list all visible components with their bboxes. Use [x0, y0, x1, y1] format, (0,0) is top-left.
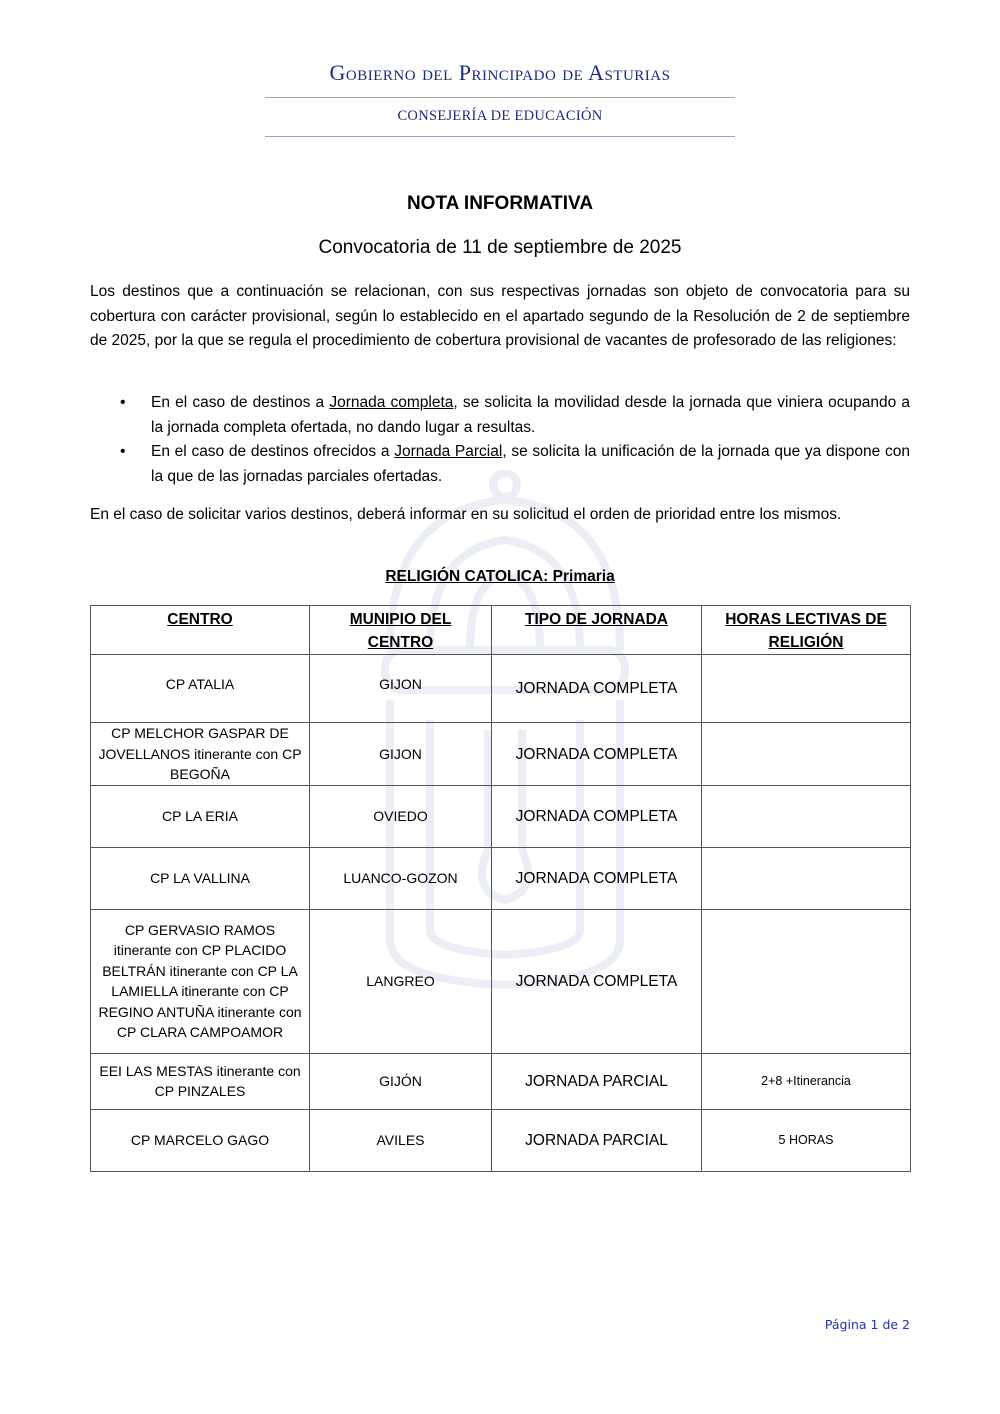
underlined-term: Jornada Parcial — [394, 443, 503, 460]
column-header: MUNIPIO DEL CENTRO — [310, 606, 492, 655]
letterhead-divider — [265, 136, 735, 137]
column-header: TIPO DE JORNADA — [492, 606, 702, 655]
bullet-icon: • — [120, 394, 126, 411]
intro-paragraph: Los destinos que a continuación se relacionan, con sus respectivas jornadas son objeto de convocatoria para su cobertura con carácter provisional, según lo establecido en el apartado segundo de la Resolución de 2 de septiembre de 2025, por la que se regula el procedimiento de cobertura provisional de vacantes de profesorado de las religiones: — [90, 283, 910, 349]
list-item: • En el caso de destinos ofrecidos a Jornada Parcial, se solicita la unificación de la jornada que ya dispone con la que de las jornadas parciales ofertadas. — [90, 440, 910, 489]
tipo-cell: JORNADA COMPLETA — [515, 972, 678, 990]
table-row — [91, 1053, 911, 1109]
centro-cell: CP LA VALLINA — [150, 869, 250, 886]
underlined-term: Jornada completa — [329, 394, 454, 411]
table-row — [91, 909, 911, 1053]
closing-paragraph: En el caso de solicitar varios destinos, deberá informar en su solicitud el orden de prioridad entre los mismos. — [90, 506, 842, 523]
list-item: • En el caso de destinos a Jornada completa, se solicita la movilidad desde la jornada que viniera ocupando a la jornada completa ofertada, no dando lugar a resultas. — [90, 391, 910, 440]
column-header: CENTRO — [91, 606, 310, 655]
tipo-cell: JORNADA COMPLETA — [515, 745, 678, 763]
letterhead-subtitle: CONSEJERÍA DE EDUCACIÓN — [397, 108, 603, 124]
municipio-cell: LANGREO — [366, 972, 435, 989]
table-row — [91, 1109, 911, 1171]
centro-cell: CP GERVASIO RAMOS itinerante con CP PLACIDO BELTRÁN itinerante con CP LA LAMIELLA itinerante con CP REGINO ANTUÑA itinerante con CP CLARA CAMPOAMOR — [98, 921, 302, 1040]
table-row — [91, 847, 911, 909]
table-header-row — [91, 606, 911, 655]
centro-cell: CP MELCHOR GASPAR DE JOVELLANOS itinerante con CP BEGOÑA — [98, 725, 302, 782]
tipo-cell: JORNADA PARCIAL — [525, 1131, 668, 1149]
centro-cell: CP MARCELO GAGO — [130, 1131, 270, 1148]
destinations-table — [90, 605, 911, 1172]
municipio-cell: AVILES — [376, 1131, 425, 1148]
tipo-cell: JORNADA COMPLETA — [515, 680, 678, 698]
conditions-list — [90, 391, 910, 489]
tipo-cell: JORNADA COMPLETA — [515, 869, 678, 887]
letterhead-title: Gobierno del Principado de Asturias — [329, 60, 671, 85]
municipio-cell: OVIEDO — [373, 807, 428, 824]
horas-cell: 2+8 +Itinerancia — [761, 1074, 851, 1089]
letterhead-divider — [265, 97, 735, 98]
bullet-icon: • — [120, 443, 126, 460]
tipo-cell: JORNADA COMPLETA — [515, 807, 678, 825]
table-row — [91, 785, 911, 847]
document-title: NOTA INFORMATIVA — [406, 193, 594, 214]
municipio-cell: GIJÓN — [379, 1072, 422, 1089]
page-number: Página 1 de 2 — [824, 1317, 910, 1332]
tipo-cell: JORNADA PARCIAL — [525, 1072, 668, 1090]
centro-cell: CP LA ERIA — [161, 807, 238, 824]
municipio-cell: LUANCO-GOZON — [343, 869, 458, 886]
municipio-cell: GIJON — [379, 676, 422, 693]
municipio-cell: GIJON — [379, 745, 422, 762]
section-title: RELIGIÓN CATOLICA: Primaria — [385, 568, 615, 585]
column-header: HORAS LECTIVAS DE RELIGIÓN — [702, 606, 911, 655]
centro-cell: CP ATALIA — [165, 676, 235, 693]
centro-cell: EEI LAS MESTAS itinerante con CP PINZALES — [99, 1062, 301, 1099]
document-subtitle: Convocatoria de 11 de septiembre de 2025 — [318, 237, 682, 258]
table-row — [91, 723, 911, 786]
horas-cell: 5 HORAS — [778, 1133, 834, 1148]
table-row — [91, 655, 911, 723]
